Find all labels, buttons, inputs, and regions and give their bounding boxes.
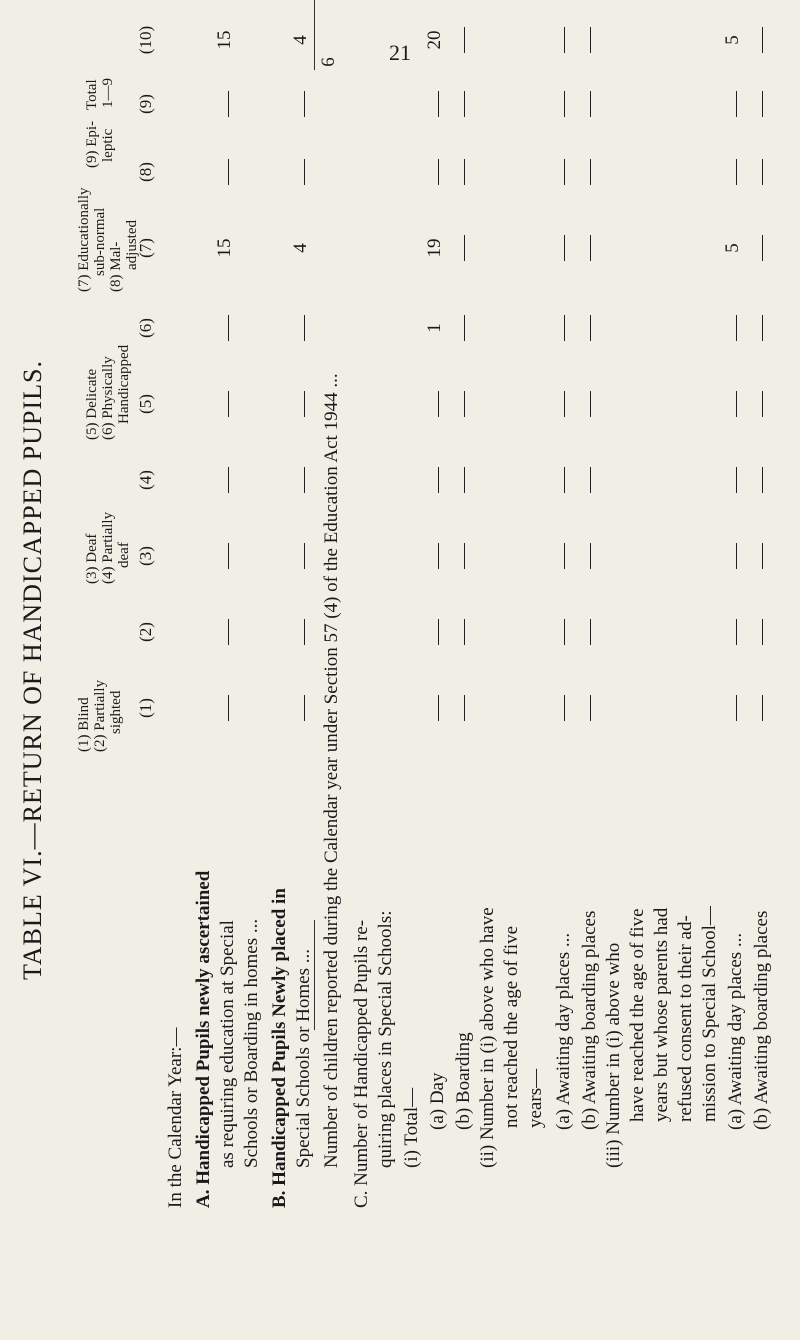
row-c-i-b-dash	[464, 159, 465, 185]
row-c-ii-b-dash	[590, 91, 591, 117]
c-i-total-label: (i) Total—	[401, 1087, 422, 1168]
header-partially-sighted-2: sighted	[108, 690, 124, 734]
row-c-iii-b-dash	[762, 315, 763, 341]
row-c-ii-b-dash	[590, 27, 591, 53]
section-c-title-2: quiring places in Special Schools:	[375, 910, 396, 1168]
row-c-iii-b-dash	[762, 27, 763, 53]
header-partially-deaf-2: deaf	[116, 542, 132, 568]
table-title: TABLE VI.—RETURN OF HANDICAPPED PUPILS.	[18, 359, 47, 981]
row-a-dash	[228, 695, 229, 721]
header-subnormal: sub-normal	[92, 207, 108, 276]
row-c-ii-a-dash	[564, 467, 565, 493]
row-b-dash	[304, 467, 305, 493]
row-c-i-a-dash	[438, 91, 439, 117]
header-epileptic-2: leptic	[100, 128, 116, 162]
row-c-i-b-dash	[464, 543, 465, 569]
row-c-ii-b-dash	[590, 159, 591, 185]
row-a-label-2: as requiring education at Special	[217, 920, 238, 1168]
row-b-label-1: B. Handicapped Pupils Newly placed in	[269, 888, 290, 1208]
row-b-value: 4	[290, 243, 311, 253]
section-c-title-1: C. Number of Handicapped Pupils re-	[351, 919, 372, 1208]
row-c-i-b-dash	[464, 695, 465, 721]
row-c-ii-b-dash	[590, 315, 591, 341]
row-b-dash	[304, 543, 305, 569]
header-physically-1: (6) Physically	[100, 356, 116, 440]
row-a-dash	[228, 391, 229, 417]
row-c-ii-a-dash	[564, 159, 565, 185]
column-number: (9)	[136, 94, 155, 114]
row-c-i-a-dash	[438, 159, 439, 185]
row-c-iii-a-dash	[736, 315, 737, 341]
header-blind: (1) Blind	[76, 697, 92, 752]
row-c-iii-b-dash	[762, 467, 763, 493]
row-a-dash	[228, 315, 229, 341]
header-educationally: (7) Educationally	[76, 187, 92, 292]
row-c-ii-a-dash	[564, 235, 565, 261]
header-physically-2: Handicapped	[116, 344, 132, 424]
header-partially-sighted-1: (2) Partially	[92, 679, 108, 752]
header-total-2: 1—9	[100, 78, 116, 108]
header-epileptic-1: (9) Epi-	[84, 120, 100, 168]
column-number: (5)	[136, 394, 155, 414]
header-deaf: (3) Deaf	[84, 533, 100, 584]
row-b-dash	[304, 159, 305, 185]
row-c-ii-a-dash	[564, 27, 565, 53]
page-number: 21	[389, 40, 411, 65]
row-c-iii-a-dash	[736, 619, 737, 645]
row-c-i-b-dash	[464, 619, 465, 645]
row-a-label-1: A. Handicapped Pupils newly ascertained	[193, 870, 214, 1208]
row-c-iii-a-dash	[736, 91, 737, 117]
row-c-iii-a-value: 5	[722, 35, 743, 45]
row-c-i-b-dash	[464, 91, 465, 117]
column-number: (2)	[136, 622, 155, 642]
row-c-i-a-dash	[438, 467, 439, 493]
row-a-dash	[228, 619, 229, 645]
header-maladjusted-2: adjusted	[124, 220, 140, 270]
row-c-iii-b-dash	[762, 159, 763, 185]
column-number: (7)	[136, 238, 155, 258]
row-c-i-a-value: 19	[424, 238, 445, 258]
rule-line	[314, 920, 315, 1030]
row-c-ii-a-dash	[564, 619, 565, 645]
row-c-iii-b-dash	[762, 695, 763, 721]
row-c-iii-b-dash	[762, 235, 763, 261]
row-c-i-a-dash	[438, 543, 439, 569]
row-c-iii-b-dash	[762, 91, 763, 117]
c-ii-b-label: (b) Awaiting boarding places	[579, 910, 600, 1130]
row-b-value: 4	[290, 35, 311, 45]
row-c-i-a-value: 1	[424, 323, 445, 333]
row-c-i-b-dash	[464, 315, 465, 341]
row-c-i-a-dash	[438, 391, 439, 417]
c-ii-a-label: (a) Awaiting day places ...	[553, 932, 574, 1130]
row-c-ii-a-dash	[564, 391, 565, 417]
c-ii-label-2: not reached the age of five	[501, 925, 522, 1128]
row-a-label-3: Schools or Boarding in homes ...	[241, 918, 262, 1168]
column-number: (10)	[136, 25, 155, 55]
c-iii-label-3: years but whose parents had	[651, 907, 672, 1122]
row-c-iii-b-dash	[762, 391, 763, 417]
row-b-dash	[304, 91, 305, 117]
c-iii-b-label: (b) Awaiting boarding places	[751, 910, 772, 1130]
row-c-ii-b-dash	[590, 467, 591, 493]
row-c-iii-a-dash	[736, 543, 737, 569]
header-partially-deaf-1: (4) Partially	[100, 511, 116, 584]
row-c-ii-a-dash	[564, 543, 565, 569]
row-a-dash	[228, 467, 229, 493]
c-i-a-label: (a) Day	[427, 1072, 448, 1130]
row-c-iii-a-dash	[736, 695, 737, 721]
section-intro: In the Calendar Year:—	[165, 1027, 186, 1208]
row-c-ii-a-dash	[564, 695, 565, 721]
c-iii-label-1: (iii) Number in (i) above who	[603, 942, 624, 1168]
row-c-i-a-value: 20	[424, 30, 445, 50]
c-iii-label-5: mission to Special School—	[699, 906, 720, 1122]
row-c-iii-a-dash	[736, 159, 737, 185]
row-c-i-a-dash	[438, 695, 439, 721]
row-c-i-b-dash	[464, 27, 465, 53]
header-total-1: Total	[84, 79, 100, 110]
row-c-ii-a-dash	[564, 91, 565, 117]
row-c-i-b-dash	[464, 235, 465, 261]
c-i-b-label: (b) Boarding	[453, 1032, 474, 1130]
c-ii-label-1: (ii) Number in (i) above who have	[477, 907, 498, 1168]
column-number: (1)	[136, 698, 155, 718]
section57-value: 6	[318, 57, 339, 67]
column-number: (6)	[136, 318, 155, 338]
row-b-dash	[304, 695, 305, 721]
row-c-ii-b-dash	[590, 391, 591, 417]
row-c-ii-b-dash	[590, 619, 591, 645]
c-iii-label-2: have reached the age of five	[627, 908, 648, 1122]
c-iii-label-4: refused consent to their ad-	[675, 915, 696, 1122]
column-number: (4)	[136, 470, 155, 490]
row-c-iii-a-dash	[736, 467, 737, 493]
header-delicate: (5) Delicate	[84, 368, 100, 440]
row-c-ii-b-dash	[590, 543, 591, 569]
row-b-dash	[304, 619, 305, 645]
column-number: (8)	[136, 162, 155, 182]
row-c-ii-b-dash	[590, 695, 591, 721]
row-c-iii-b-dash	[762, 619, 763, 645]
row-c-ii-b-dash	[590, 235, 591, 261]
row-b-label-2: Special Schools or Homes ...	[293, 948, 314, 1168]
row-b-dash	[304, 315, 305, 341]
row-a-dash	[228, 159, 229, 185]
rule-line	[314, 0, 315, 70]
row-a-dash	[228, 543, 229, 569]
row-c-iii-b-dash	[762, 543, 763, 569]
row-c-i-b-dash	[464, 391, 465, 417]
column-number: (3)	[136, 546, 155, 566]
header-maladjusted-1: (8) Mal-	[108, 241, 124, 292]
row-c-i-a-dash	[438, 619, 439, 645]
section57-note: Number of children reported during the Calendar year under Section 57 (4) of the Education Act 1944 ...	[321, 373, 342, 1168]
row-c-ii-a-dash	[564, 315, 565, 341]
c-ii-label-3: years—	[525, 1068, 546, 1128]
row-a-dash	[228, 91, 229, 117]
row-c-i-b-dash	[464, 467, 465, 493]
row-b-dash	[304, 391, 305, 417]
row-a-value: 15	[214, 238, 235, 258]
row-a-value: 15	[214, 30, 235, 50]
row-c-iii-a-dash	[736, 391, 737, 417]
row-c-iii-a-value: 5	[722, 243, 743, 253]
c-iii-a-label: (a) Awaiting day places ...	[725, 932, 746, 1130]
